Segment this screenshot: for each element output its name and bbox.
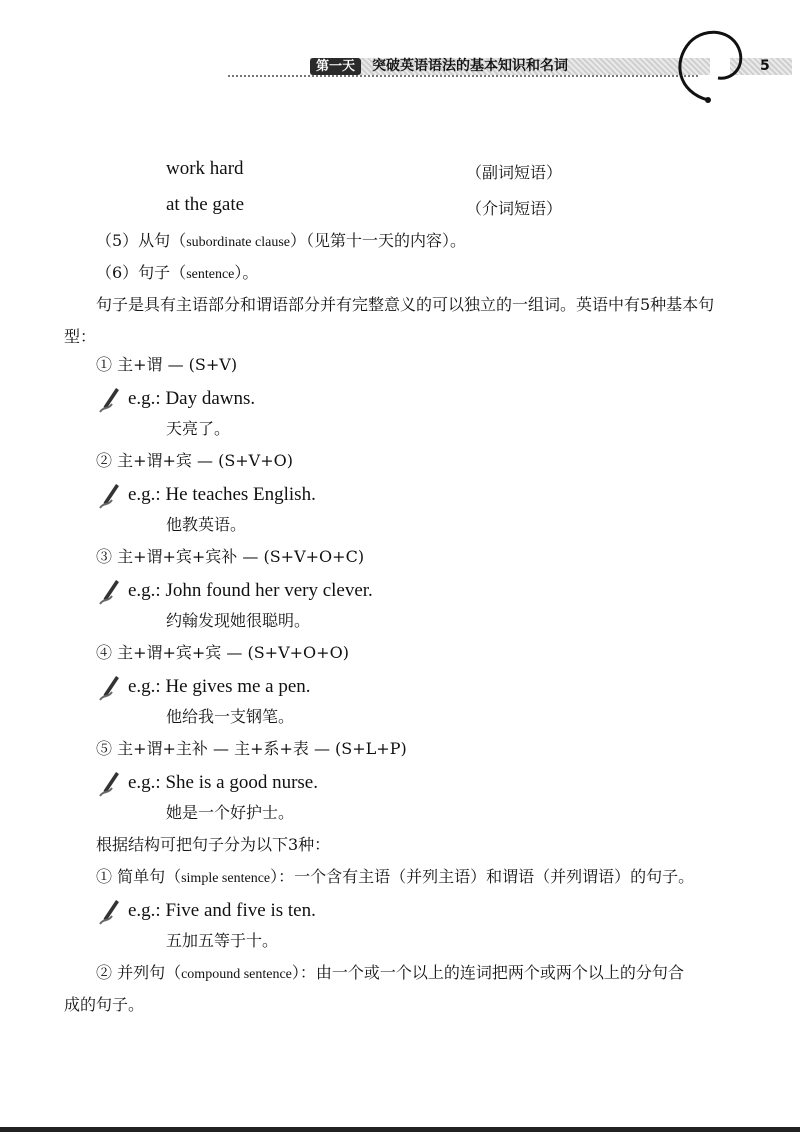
chapter-title: 突破英语语法的基本知识和名词 [372, 58, 568, 74]
simple-example: e.g.: Five and five is ten. [128, 900, 316, 921]
pattern-label: ② 主+谓+宾 — (S+V+O) [96, 451, 294, 470]
pattern-label: ⑤ 主+谓+主补 — 主+系+表 — (S+L+P) [96, 739, 407, 758]
pen-icon [98, 482, 120, 510]
pattern-example: e.g.: He teaches English. [128, 484, 316, 505]
simple-sentence-definition: ① 简单句（simple sentence）：一个含有主语（并列主语）和谓语（并列谓语）的句子。 [96, 867, 695, 886]
simple-translation: 五加五等于十。 [166, 931, 279, 950]
chapter-tag: 第一天 [310, 58, 361, 75]
pattern-label: ④ 主+谓+宾+宾 — (S+V+O+O) [96, 643, 349, 662]
item-sentence: （6）句子（sentence）。 [96, 263, 259, 282]
pen-icon [98, 674, 120, 702]
bottom-rule [0, 1127, 800, 1132]
pattern-translation: 天亮了。 [166, 419, 231, 438]
pattern-example: e.g.: He gives me a pen. [128, 676, 311, 697]
pen-icon [98, 898, 120, 926]
compound-sentence-definition: ② 并列句（compound sentence）：由一个或一个以上的连词把两个或两个以上的分句合 [96, 963, 684, 982]
intro-paragraph-line: 型： [64, 327, 97, 346]
pattern-example: e.g.: She is a good nurse. [128, 772, 318, 793]
page-number: 5 [760, 58, 770, 74]
compound-sentence-continuation: 成的句子。 [64, 995, 145, 1014]
phrase-zh: （副词短语） [466, 163, 563, 182]
pattern-translation: 他教英语。 [166, 515, 247, 534]
header-swirl-icon [668, 22, 748, 106]
pen-icon [98, 386, 120, 414]
pattern-example: e.g.: John found her very clever. [128, 580, 373, 601]
header-dotted-rule [228, 75, 698, 77]
pattern-translation: 约翰发现她很聪明。 [166, 611, 311, 630]
pattern-example: e.g.: Day dawns. [128, 388, 256, 409]
pen-icon [98, 770, 120, 798]
pattern-translation: 他给我一支钢笔。 [166, 707, 295, 726]
phrase-zh: （介词短语） [466, 199, 563, 218]
pattern-label: ① 主+谓 — (S+V) [96, 355, 238, 374]
pen-icon [98, 578, 120, 606]
pattern-translation: 她是一个好护士。 [166, 803, 295, 822]
phrase-en: work hard [166, 158, 244, 179]
phrase-en: at the gate [166, 194, 245, 215]
pattern-label: ③ 主+谓+宾+宾补 — (S+V+O+C) [96, 547, 365, 566]
intro-paragraph-line: 句子是具有主语部分和谓语部分并有完整意义的可以独立的一组词。英语中有5种基本句 [96, 295, 715, 314]
item-clause: （5）从句（subordinate clause）（见第十一天的内容）。 [96, 231, 466, 250]
structure-intro: 根据结构可把句子分为以下3种： [96, 835, 331, 854]
